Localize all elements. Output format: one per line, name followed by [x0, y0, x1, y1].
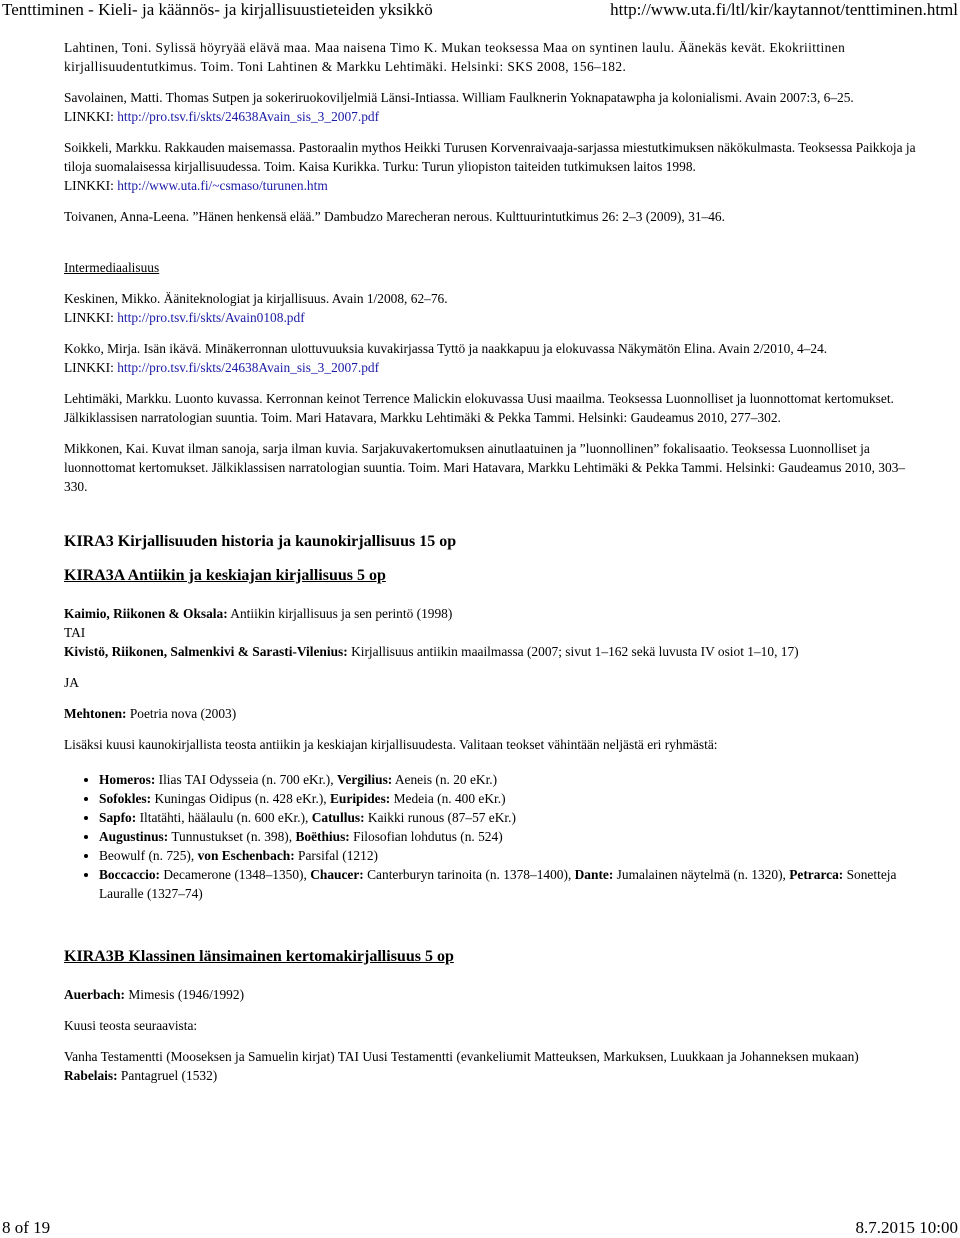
reference-kokko	[64, 339, 924, 377]
author: Catullus:	[311, 810, 365, 825]
title: Poetria nova (2003)	[126, 706, 237, 721]
browser-print-header	[0, 0, 960, 20]
work-title: Jumalainen näytelmä (n. 1320),	[613, 867, 790, 882]
work-group-item	[99, 865, 924, 903]
page-number: 8 of 19	[2, 1218, 51, 1237]
author: Homeros:	[99, 772, 156, 787]
work-title: Canterburyn tarinoita (n. 1378–1400),	[363, 867, 575, 882]
author: Sapfo:	[99, 810, 137, 825]
reference-text: Soikkeli, Markku. Rakkauden maisemassa. Pastoraalin mythos Heikki Turusen Korvenraivaaja-sarjassa miestutkimuksen näkökulmasta. Teoksessa Paikkoja ja tiloja suomalaisessa kirjallisuudessa. Toim. Kaisa Kurikka. Turku: Turun yliopiston taiteiden tutkimuksen laitos 1998.	[64, 140, 916, 174]
selection-instruction: Kuusi teosta seuraavista:	[64, 1018, 198, 1033]
work-group-item	[99, 789, 924, 808]
subsection-heading-kira3a: KIRA3A Antiikin ja keskiajan kirjallisuus 5 op	[64, 567, 386, 584]
reference-link-line	[64, 176, 924, 195]
reference-link-line	[64, 107, 924, 126]
work-title: Ilias TAI Odysseia (n. 700 eKr.),	[155, 772, 337, 787]
author: Boccaccio:	[99, 867, 160, 882]
selection-intro: Lisäksi kuusi kaunokirjallista teosta antiikin ja keskiajan kirjallisuudesta. Valitaan teokset vähintään neljästä eri ryhmästä:	[64, 737, 718, 752]
reference-link[interactable]: http://pro.tsv.fi/skts/24638Avain_sis_3_2007.pdf	[117, 360, 380, 375]
work-group-item	[99, 827, 924, 846]
subsection-heading-kira3b: KIRA3B Klassinen länsimainen kertomakirjallisuus 5 op	[64, 948, 454, 965]
connector-ja: JA	[64, 675, 79, 690]
author: Auerbach:	[64, 987, 125, 1002]
work-group-item	[99, 846, 924, 865]
reference-lahtinen: Lahtinen, Toni. Sylissä höyryää elävä maa. Maa naisena Timo K. Mukan teoksessa Maa on syntinen laulu. Äänekäs kevät. Ekokriittinen kirjallisuudentutkimus. Toim. Toni Lahtinen & Markku Lehtimäki. Helsinki: SKS 2008, 156–182.	[64, 40, 846, 74]
author: Chaucer:	[310, 867, 364, 882]
author: Vergilius:	[336, 772, 393, 787]
reference-toivanen: Toivanen, Anna-Leena. ”Hänen henkensä elää.” Dambudzo Marecheran nerous. Kulttuurintutkimus 26: 2–3 (2009), 31–46.	[64, 209, 725, 224]
author: Augustinus:	[99, 829, 169, 844]
author: Kaimio, Riikonen & Oksala:	[64, 606, 228, 621]
author: Mehtonen:	[64, 706, 127, 721]
page-url: http://www.uta.fi/ltl/kir/kaytannot/tenttiminen.html	[610, 0, 958, 19]
author: Euripides:	[330, 791, 391, 806]
link-label: LINKKI:	[64, 109, 118, 124]
reference-soikkeli	[64, 138, 924, 195]
author: Kivistö, Riikonen, Salmenkivi & Sarasti-Vilenius:	[64, 644, 348, 659]
required-reading-1	[64, 604, 924, 623]
work-title: Medeia (n. 400 eKr.)	[390, 791, 506, 806]
work-group-item	[99, 770, 924, 789]
section-heading-intermedia: Intermediaalisuus	[64, 260, 160, 275]
author: Boëthius:	[295, 829, 350, 844]
work-title: Sonetteja Lauralle (1327–74)	[99, 867, 897, 901]
title: Pantagruel (1532)	[117, 1068, 218, 1083]
work-title: Kuningas Oidipus (n. 428 eKr.),	[151, 791, 330, 806]
work-title: Beowulf (n. 725),	[99, 848, 198, 863]
work-title: Decamerone (1348–1350),	[159, 867, 311, 882]
required-reading-3	[64, 704, 924, 723]
work-title: Filosofian lohdutus (n. 524)	[349, 829, 503, 844]
work-title: Iltatähti, häälaulu (n. 600 eKr.),	[136, 810, 312, 825]
link-label: LINKKI:	[64, 360, 118, 375]
author: von Eschenbach:	[197, 848, 295, 863]
reference-link-line	[64, 308, 924, 327]
print-datetime: 8.7.2015 10:00	[855, 1218, 958, 1237]
author: Rabelais:	[64, 1068, 118, 1083]
link-label: LINKKI:	[64, 310, 118, 325]
link-label: LINKKI:	[64, 178, 118, 193]
author: Sofokles:	[99, 791, 152, 806]
title: Antiikin kirjallisuus ja sen perintö (1998)	[227, 606, 453, 621]
work-groups-list	[64, 770, 924, 903]
reference-keskinen	[64, 289, 924, 327]
work-title: Parsifal (1212)	[294, 848, 378, 863]
reference-link-line	[64, 358, 924, 377]
work-title: Aeneis (n. 20 eKr.)	[392, 772, 498, 787]
required-reading-2	[64, 642, 924, 661]
title: Kirjallisuus antiikin maailmassa (2007; sivut 1–162 sekä luvusta IV osiot 1–10, 17)	[347, 644, 799, 659]
work-title: Kaikki runous (87–57 eKr.)	[364, 810, 516, 825]
reference-link[interactable]: http://pro.tsv.fi/skts/Avain0108.pdf	[117, 310, 305, 325]
title: Mimesis (1946/1992)	[125, 987, 245, 1002]
reference-mikkonen: Mikkonen, Kai. Kuvat ilman sanoja, sarja ilman kuvia. Sarjakuvakertomuksen ainutlaatuinen ja ”luonnollinen” fokalisaatio. Teoksessa Luonnolliset ja luonnottomat kertomukset. Jälkiklassisen narratologian suuntia. Toim. Mari Hatavara, Markku Lehtimäki & Pekka Tammi. Helsinki: Gaudeamus 2010, 303–330.	[64, 441, 906, 494]
work-group-item	[99, 808, 924, 827]
required-reading-auerbach	[64, 985, 924, 1004]
reference-link[interactable]: http://pro.tsv.fi/skts/24638Avain_sis_3_2007.pdf	[117, 109, 380, 124]
author: Petrarca:	[789, 867, 844, 882]
reference-text: Savolainen, Matti. Thomas Sutpen ja sokeriruokoviljelmiä Länsi-Intiassa. William Faulknerin Yoknapatawpha ja kolonialismi. Avain 2007:3, 6–25.	[64, 90, 854, 105]
work-option-rabelais	[64, 1066, 924, 1085]
work-title: Tunnustukset (n. 398),	[168, 829, 296, 844]
reference-text: Kokko, Mirja. Isän ikävä. Minäkerronnan ulottuvuuksia kuvakirjassa Tyttö ja naakkapuu ja elokuvassa Näkymätön Elina. Avain 2/2010, 4–24.	[64, 341, 828, 356]
connector-tai: TAI	[64, 625, 86, 640]
browser-print-footer	[0, 1218, 960, 1238]
reference-savolainen	[64, 88, 924, 126]
reference-link[interactable]: http://www.uta.fi/~csmaso/turunen.htm	[117, 178, 328, 193]
reference-text: Keskinen, Mikko. Ääniteknologiat ja kirjallisuus. Avain 1/2008, 62–76.	[64, 291, 448, 306]
reference-lehtimaki: Lehtimäki, Markku. Luonto kuvassa. Kerronnan keinot Terrence Malickin elokuvassa Uusi maailma. Teoksessa Luonnolliset ja luonnottomat kertomukset. Jälkiklassisen narratologian suuntia. Toim. Mari Hatavara, Markku Lehtimäki & Pekka Tammi. Helsinki: Gaudeamus 2010, 277–302.	[64, 391, 894, 425]
author: Dante:	[574, 867, 614, 882]
section-heading-kira3: KIRA3 Kirjallisuuden historia ja kaunokirjallisuus 15 op	[64, 533, 457, 550]
document-body	[64, 38, 924, 1085]
page-title: Tenttiminen - Kieli- ja käännös- ja kirjallisuustieteiden yksikkö	[2, 0, 433, 19]
work-option-testamentti: Vanha Testamentti (Mooseksen ja Samuelin kirjat) TAI Uusi Testamentti (evankeliumit Matteuksen, Markuksen, Luukkaan ja Johanneksen mukaan)	[64, 1049, 859, 1064]
